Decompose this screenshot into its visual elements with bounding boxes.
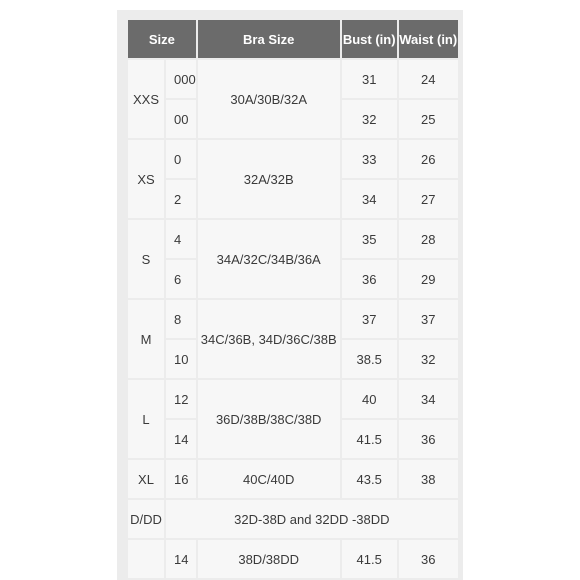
numeric-size: 16 — [166, 460, 196, 498]
table-row — [128, 220, 458, 258]
waist-cell: 28 — [399, 220, 458, 258]
bust-cell: 37 — [342, 300, 397, 338]
bra-size-cell: 30A/30B/32A — [198, 60, 340, 138]
size-label: XXS — [128, 60, 164, 138]
waist-cell: 38 — [399, 460, 458, 498]
waist-cell: 29 — [399, 260, 458, 298]
bust-cell: 34 — [342, 180, 397, 218]
numeric-size: 6 — [166, 260, 196, 298]
bust-cell: 35 — [342, 220, 397, 258]
bra-size-cell: 32A/32B — [198, 140, 340, 218]
bust-cell: 31 — [342, 60, 397, 98]
bust-cell: 41.5 — [342, 420, 397, 458]
bust-cell: 41.5 — [342, 540, 397, 578]
waist-cell: 24 — [399, 60, 458, 98]
size-label: M — [128, 300, 164, 378]
header-waist: Waist (in) — [399, 20, 458, 58]
size-chart-table — [126, 18, 460, 580]
waist-cell: 26 — [399, 140, 458, 178]
bra-size-cell: 36D/38B/38C/38D — [198, 380, 340, 458]
waist-cell: 27 — [399, 180, 458, 218]
numeric-size: 14 — [166, 540, 196, 578]
header-bra-size: Bra Size — [198, 20, 340, 58]
bra-size-cell: 34C/36B, 34D/36C/38B — [198, 300, 340, 378]
numeric-size: 00 — [166, 100, 196, 138]
cup-range-note: 32D-38D and 32DD -38DD — [166, 500, 458, 538]
waist-cell: 36 — [399, 540, 458, 578]
waist-cell: 25 — [399, 100, 458, 138]
waist-cell: 32 — [399, 340, 458, 378]
table-row — [128, 300, 458, 338]
bust-cell: 32 — [342, 100, 397, 138]
table-row — [128, 460, 458, 498]
table-row — [128, 500, 458, 538]
size-label — [128, 540, 164, 578]
numeric-size: 4 — [166, 220, 196, 258]
bra-size-cell: 38D/38DD — [198, 540, 340, 578]
header-size: Size — [128, 20, 196, 58]
waist-cell: 34 — [399, 380, 458, 418]
bust-cell: 38.5 — [342, 340, 397, 378]
numeric-size: 0 — [166, 140, 196, 178]
numeric-size: 8 — [166, 300, 196, 338]
size-label: XS — [128, 140, 164, 218]
table-row — [128, 380, 458, 418]
numeric-size: 000 — [166, 60, 196, 98]
size-label: D/DD — [128, 500, 164, 538]
numeric-size: 2 — [166, 180, 196, 218]
size-label: L — [128, 380, 164, 458]
bust-cell: 40 — [342, 380, 397, 418]
table-row — [128, 140, 458, 178]
numeric-size: 10 — [166, 340, 196, 378]
bust-cell: 33 — [342, 140, 397, 178]
numeric-size: 12 — [166, 380, 196, 418]
size-label: S — [128, 220, 164, 298]
table-row — [128, 540, 458, 578]
header-bust: Bust (in) — [342, 20, 397, 58]
size-label: XL — [128, 460, 164, 498]
header-row — [128, 20, 458, 58]
waist-cell: 36 — [399, 420, 458, 458]
bra-size-cell: 34A/32C/34B/36A — [198, 220, 340, 298]
bra-size-cell: 40C/40D — [198, 460, 340, 498]
bust-cell: 43.5 — [342, 460, 397, 498]
waist-cell: 37 — [399, 300, 458, 338]
bust-cell: 36 — [342, 260, 397, 298]
numeric-size: 14 — [166, 420, 196, 458]
table-row — [128, 60, 458, 98]
